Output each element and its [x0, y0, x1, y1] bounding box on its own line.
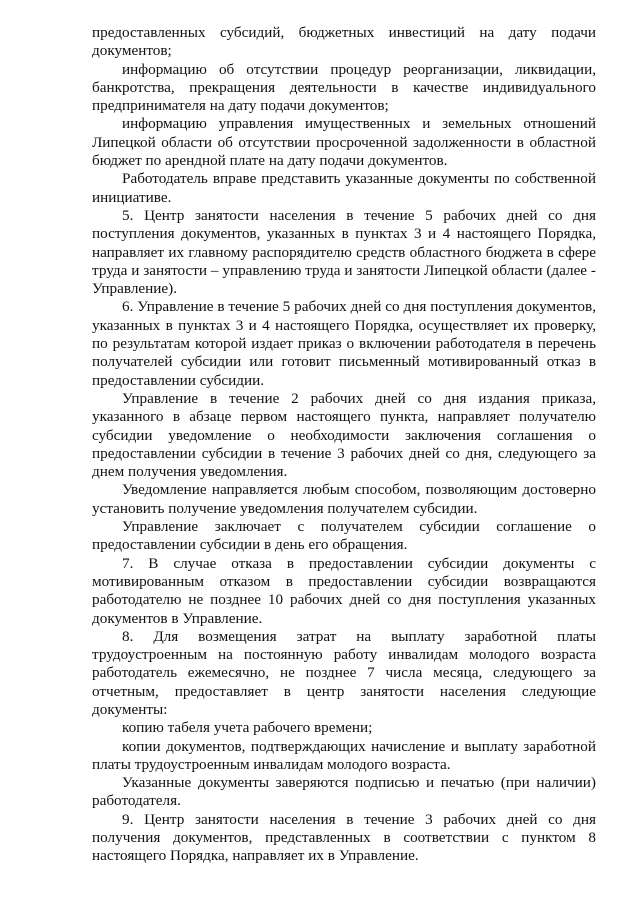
paragraph-item-5: 5. Центр занятости населения в течение 5 рабочих дней со дня поступления документов, указанных в пунктах 3 и 4 настоящего Порядка, направляет их главному распорядителю средств областного бюджета в сфере труда и занятости – управлению труда и занятости Липецкой области (далее - Управление). [92, 206, 596, 298]
paragraph-agreement: Управление заключает с получателем субсидии соглашение о предоставлении субсидии в день его обращения. [92, 518, 596, 554]
paragraph-timesheet-copy: копию табеля учета рабочего времени; [122, 719, 373, 737]
paragraph-notification-sending: Управление в течение 2 рабочих дней со дня издания приказа, указанного в абзаце первом настоящего пункта, направляет получателю субсидии уведомление о необходимости заключения соглашения о предоставлении субсидии в течение 3 рабочих дней со дня, следующего за днем получения уведомления. [92, 389, 596, 481]
paragraph-continuation: предоставленных субсидий, бюджетных инвестиций на дату подачи документов; [92, 24, 596, 60]
paragraph-item-6: 6. Управление в течение 5 рабочих дней со дня поступления документов, указанных в пунктах 3 и 4 настоящего Порядка, осуществляет их проверку, по результатам которой издает приказ о включении работодателя в перечень получателей субсидии или готовит письменный мотивированный отказ в предоставлении субсидии. [92, 298, 596, 389]
paragraph-item-7: 7. В случае отказа в предоставлении субсидии документы с мотивированным отказом в предоставлении субсидии возвращаются работодателю не позднее 10 рабочих дней со дня поступления указанных документов в Управление. [92, 554, 596, 627]
paragraph-certification: Указанные документы заверяются подписью и печатью (при наличии) работодателя. [92, 774, 596, 810]
paragraph-reorganization-info: информацию об отсутствии процедур реорганизации, ликвидации, банкротства, прекращения деятельности в качестве индивидуального предпринимателя на дату подачи документов; [92, 60, 596, 115]
paragraph-item-9: 9. Центр занятости населения в течение 3 рабочих дней со дня получения документов, представленных в соответствии с пунктом 8 настоящего Порядка, направляет их в Управление. [92, 810, 596, 865]
paragraph-property-department-info: информацию управления имущественных и земельных отношений Липецкой области об отсутствии просроченной задолженности в областной бюджет по арендной плате на дату подачи документов. [92, 115, 596, 170]
paragraph-item-8: 8. Для возмещения затрат на выплату заработной платы трудоустроенным на постоянную работу инвалидам молодого возраста работодатель ежемесячно, не позднее 7 числа месяца, следующего за отчетным, предоставляет в центр занятости населения следующие документы: [92, 627, 596, 718]
paragraph-payroll-copies: копии документов, подтверждающих начисление и выплату заработной платы трудоустроенным инвалидам молодого возраста. [92, 737, 596, 773]
document-body [92, 24, 596, 866]
paragraph-employer-initiative: Работодатель вправе представить указанные документы по собственной инициативе. [92, 170, 596, 206]
paragraph-notification-method: Уведомление направляется любым способом, позволяющим достоверно установить получение уведомления получателем субсидии. [92, 481, 596, 517]
